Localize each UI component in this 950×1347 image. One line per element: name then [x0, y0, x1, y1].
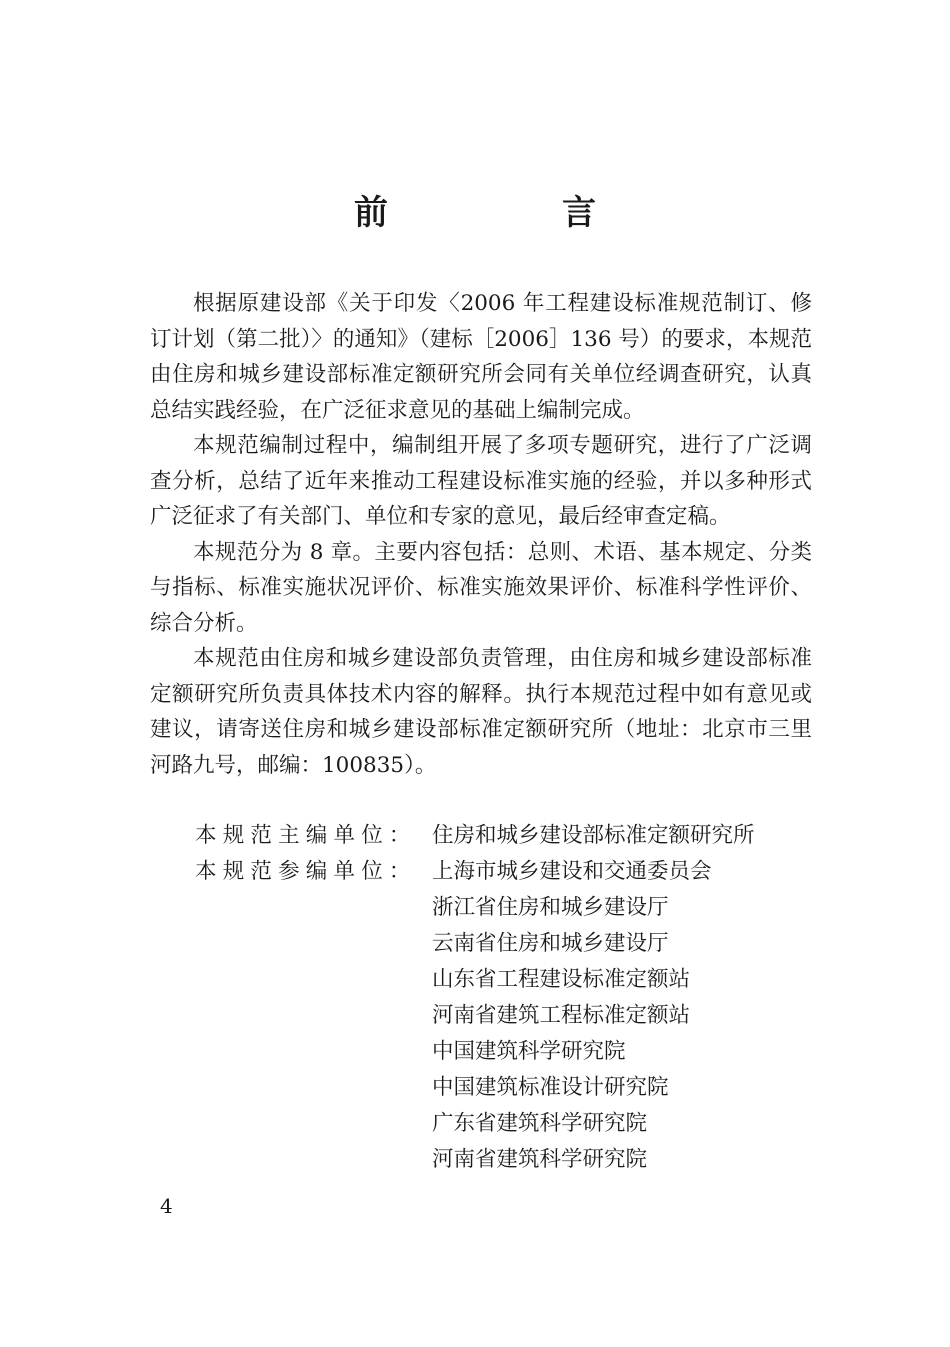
participating-unit-value: 中国建筑标准设计研究院: [432, 1075, 669, 1100]
page-title: 前 言: [354, 193, 666, 233]
participating-unit-value: 云南省住房和城乡建设厅: [432, 931, 669, 956]
participating-unit-value: 山东省工程建设标准定额站: [432, 967, 691, 992]
chief-unit-value: 住房和城乡建设部标准定额研究所: [432, 823, 755, 848]
page-number: 4: [160, 1194, 173, 1218]
participating-unit-row: [195, 926, 815, 962]
participating-unit-row: [195, 890, 815, 926]
paragraph-basis: 根据原建设部《关于印发〈2006 年工程建设标准规范制订、修订计划（第二批）〉的通知》（建标［2006］136 号）的要求，本规范由住房和城乡建设部标准定额研究所会同有关单位经调查研究，认真总结实践经验，在广泛征求意见的基础上编制完成。: [150, 291, 812, 423]
chief-unit-row: [195, 818, 815, 854]
participating-unit-value: 上海市城乡建设和交通委员会: [432, 859, 712, 884]
chief-unit-label: 本规范主编单位：: [195, 823, 417, 848]
paragraph-management: 本规范由住房和城乡建设部负责管理，由住房和城乡建设部标准定额研究所负责具体技术内容的解释。执行本规范过程中如有意见或建议，请寄送住房和城乡建设部标准定额研究所（地址：北京市三里河路九号，邮编：100835）。: [150, 646, 812, 778]
participating-unit-label: 本规范参编单位：: [195, 859, 417, 884]
participating-unit-row: [195, 1142, 815, 1178]
participating-unit-row: [195, 1034, 815, 1070]
participating-unit-value: 中国建筑科学研究院: [432, 1039, 626, 1064]
participating-unit-row: [195, 1070, 815, 1106]
units-list: [195, 818, 815, 1178]
participating-unit-row: [195, 998, 815, 1034]
participating-unit-value: 浙江省住房和城乡建设厅: [432, 895, 669, 920]
paragraph-process: 本规范编制过程中，编制组开展了多项专题研究，进行了广泛调查分析，总结了近年来推动工程建设标准实施的经验，并以多种形式广泛征求了有关部门、单位和专家的意见，最后经审查定稿。: [150, 433, 812, 529]
preface-body: [150, 286, 812, 783]
participating-unit-row: [195, 1106, 815, 1142]
participating-unit-row: [195, 962, 815, 998]
participating-unit-value: 河南省建筑科学研究院: [432, 1147, 648, 1172]
participating-unit-value: 河南省建筑工程标准定额站: [432, 1003, 691, 1028]
paragraph-contents: 本规范分为 8 章。主要内容包括：总则、术语、基本规定、分类与指标、标准实施状况评价、标准实施效果评价、标准科学性评价、综合分析。: [150, 539, 812, 636]
participating-unit-row: [195, 854, 815, 890]
participating-unit-value: 广东省建筑科学研究院: [432, 1111, 648, 1136]
